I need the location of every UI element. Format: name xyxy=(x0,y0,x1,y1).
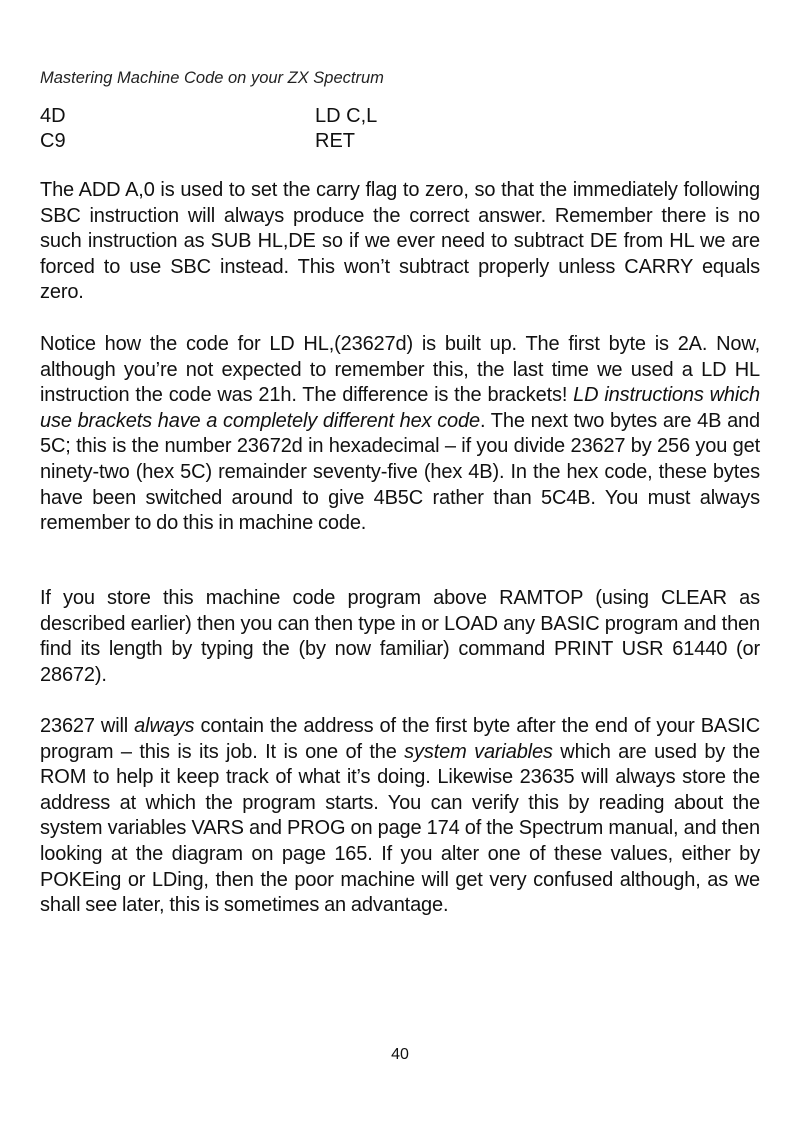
code-line xyxy=(40,104,377,129)
emphasis-text: system variables xyxy=(404,740,553,763)
text-segment: 23627 will xyxy=(40,715,135,737)
paragraph-system-variables xyxy=(40,714,760,919)
mnemonic: RET xyxy=(315,130,355,152)
emphasis-text: LD instructions which use brackets have a completely different hex code xyxy=(40,384,760,432)
page-number: 40 xyxy=(391,1046,409,1063)
emphasis-text: always xyxy=(134,715,195,737)
text-segment: contain the address of the first byte after the end of your BASIC program – this is its job. It is one of the xyxy=(40,715,760,763)
paragraph-ld-hl xyxy=(40,332,760,537)
text-segment: . The next two bytes are 4B and 5C; this is the number 23672d in hexadecimal – if you divide 23627 by 256 you get ninety-two (hex 5C) remainder seventy-five (hex 4B). In the hex code, these bytes have been switched around to give 4B5C rather than 5C4B. You must always remember to do this in machine code. xyxy=(40,409,760,535)
code-line xyxy=(40,129,377,154)
hex-code: C9 xyxy=(40,130,66,152)
code-listing xyxy=(40,104,377,154)
text-segment: If you store this machine code program above RAMTOP (using CLEAR as described earlier) then you can then type in or LOAD any BASIC program and then find its length by typing the (by now familiar) command PRINT USR 61440 (or 28672). xyxy=(40,587,760,686)
hex-code: 4D xyxy=(40,105,66,127)
running-head: Mastering Machine Code on your ZX Spectrum xyxy=(40,69,384,87)
mnemonic: LD C,L xyxy=(315,105,378,127)
paragraph-ramtop xyxy=(40,586,760,688)
text-segment: which are used by the ROM to help it keep track of what it’s doing. Likewise 23635 will always store the address at which the program starts. You can verify this by reading about the system variables VARS and PROG on page 174 of the Spectrum manual, and then looking at the diagram on page 165. If you alter one of these values, either by POKEing or LDing, then the poor machine will get very confused although, as we shall see later, this is sometimes an advantage. xyxy=(40,740,760,917)
text-segment: Notice how the code for LD HL,(23627d) is built up. The first byte is 2A. Now, although you’re not expected to remember this, the last time we used a LD HL instruction the code was 21h. The difference is the brackets! xyxy=(40,333,760,407)
text-segment: The ADD A,0 is used to set the carry flag to zero, so that the immediately following SBC instruction will always produce the correct answer. Remember there is no such instruction as SUB HL,DE so if we ever need to subtract DE from HL we are forced to use SBC instead. This won’t subtract properly unless CARRY equals zero. xyxy=(40,179,760,304)
paragraph-carry-flag xyxy=(40,178,760,306)
